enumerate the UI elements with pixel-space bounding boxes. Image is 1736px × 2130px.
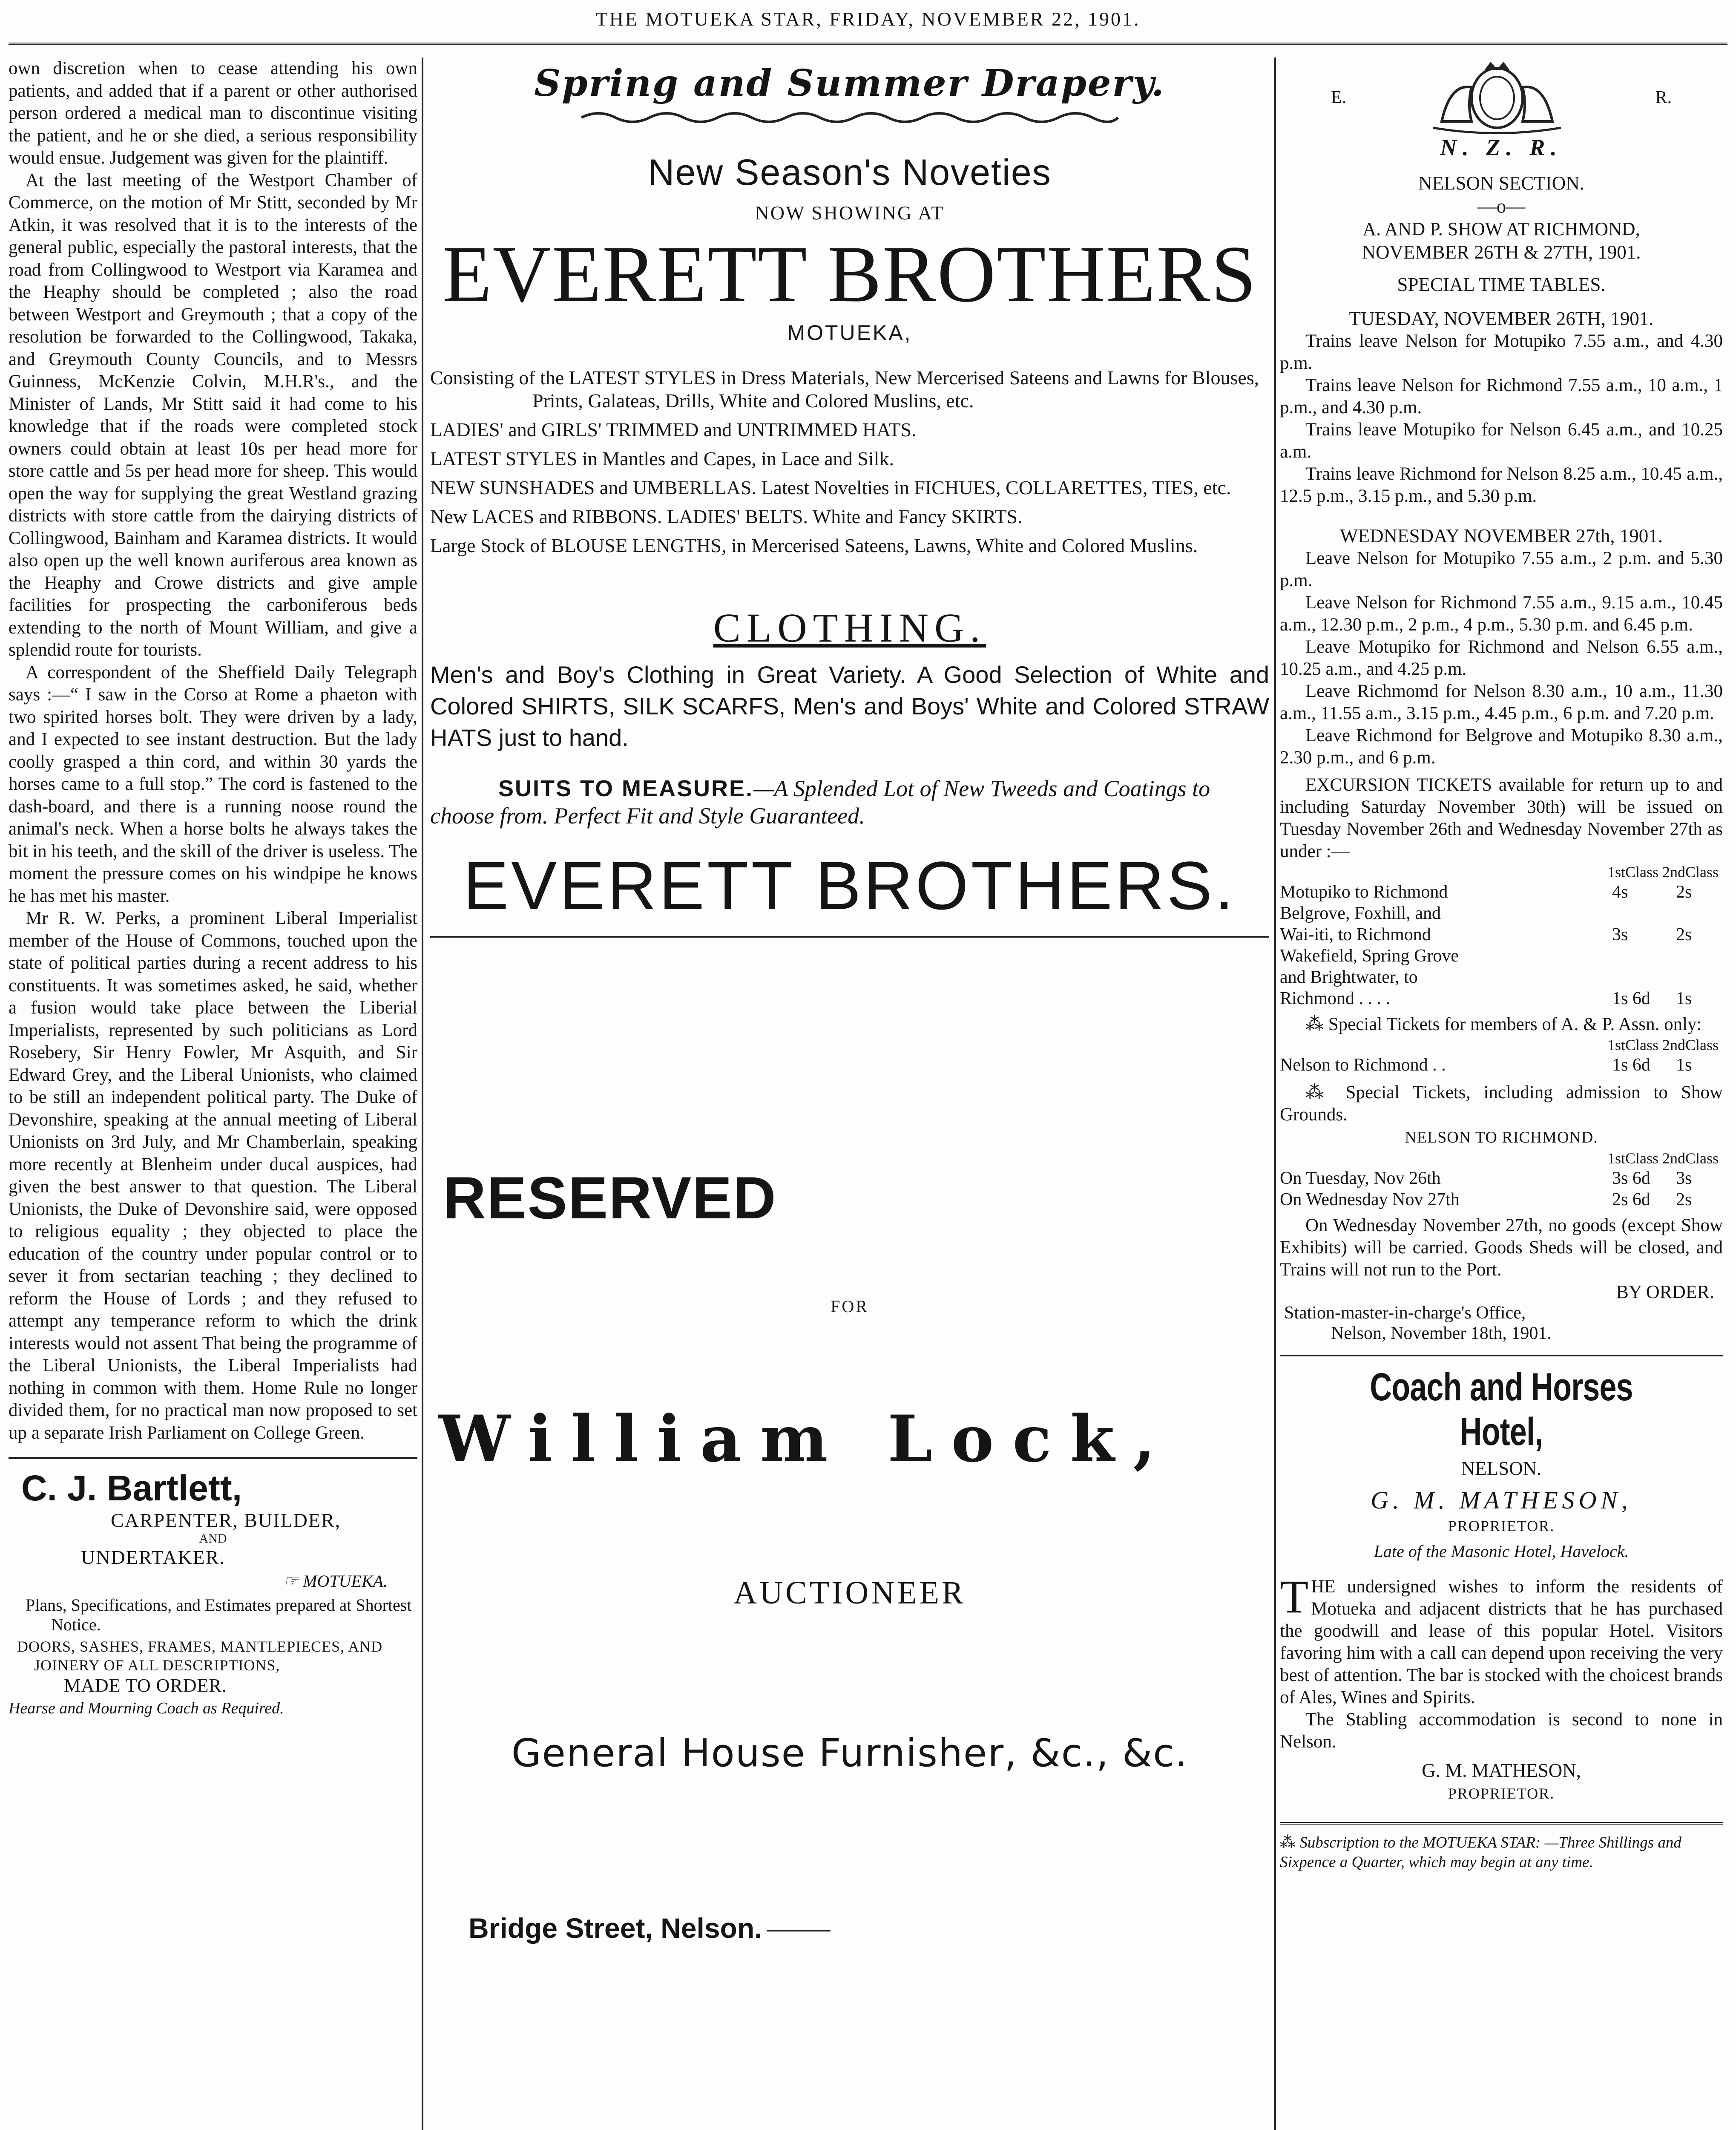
middle-column bbox=[430, 58, 1269, 2130]
fare-route: On Wednesday Nov 27th bbox=[1280, 1190, 1460, 1209]
fare-row bbox=[1280, 967, 1723, 988]
article-paragraph: Mr R. W. Perks, a prominent Liberal Imperialist member of the House of Commons, touched upon the state of political parties during a recent address to his constituents. It was sometimes asked, he said, whether a fusion would take place between the Liberial Imperialists, represented by such politicians as Lord Rosebery, Sir Henry Fowler, Mr Asquith, and Sir Edward Grey, and the Liberal Unionists, who claimed to be still an independent political party. The Duke of Devonshire, speaking at the annual meeting of Liberal Unionists on 3rd July, and Mr Chamberlain, speaking more recently at Blenheim under ducal auspices, had given the best answer to that question. The Liberal Unionists, the Duke of Devonshire said, were opposed to religious equality ; they objected to place the education of the country under popular control or to sever it from sectarian teaching ; they declined to reform the House of Lords ; and they refused to attempt any temperance reform to which the drink interests would not assent That being the programme of the Liberal Unionists, the Liberal Imperialists had nothing in common with them. Home Rule no longer divided them, for no practical man now proposed to set up a separate Irish Parliament on College Green. bbox=[9, 908, 417, 1443]
town-name: MOTUEKA, bbox=[787, 321, 912, 345]
address-line bbox=[468, 1912, 1269, 1944]
masthead: THE MOTUEKA STAR, FRIDAY, NOVEMBER 22, 1901. bbox=[595, 8, 1141, 30]
fare-first: 2s 6d bbox=[1612, 1190, 1650, 1209]
fare-second: 2s bbox=[1676, 925, 1692, 944]
stock-line: Large Stock of BLOUSE LENGTHS, in Mercerised Sateens, Lawns, White and Colored Muslins. bbox=[430, 535, 1198, 556]
fare-second bbox=[1676, 967, 1723, 988]
advert-divider bbox=[1280, 1355, 1723, 1356]
news-article bbox=[9, 58, 417, 1444]
pointing-hand-icon: ☞ bbox=[283, 1572, 303, 1591]
fare-second bbox=[1676, 945, 1723, 967]
fare-second: 2s bbox=[1676, 882, 1692, 902]
wednesday-heading: WEDNESDAY NOVEMBER 27th, 1901. bbox=[1340, 525, 1663, 547]
goods-notice: On Wednesday November 27th, no goods (except Show Exhibits) will be carried. Goods Sheds will be closed, and Trains will not run to the Port. bbox=[1280, 1215, 1723, 1280]
fare-route: Belgrove, Foxhill, and bbox=[1280, 904, 1441, 923]
address-rule bbox=[767, 1930, 831, 1931]
showing-line: NOW SHOWING AT bbox=[755, 202, 945, 224]
column-rule bbox=[422, 58, 423, 2130]
stock-line: LADIES' and GIRLS' TRIMMED and UNTRIMMED HATS. bbox=[430, 419, 917, 440]
subscription-note: ⁂ Subscription to the MOTUEKA STAR: —Three Shillings and Sixpence a Quarter, which may begin at any time. bbox=[1280, 1834, 1681, 1871]
hotel-text: HE undersigned wishes to inform the residents of Motueka and adjacent districts that he has purchased the goodwill and lease of this popular Hotel. Visitors favoring him with a call can depend upon receiving the very best of attention. The bar is stocked with the choicest brands of Ales, Wines and Spirits. bbox=[1280, 1577, 1723, 1707]
fare-route: Nelson to Richmond . . bbox=[1280, 1055, 1446, 1075]
train-entry: Trains leave Nelson for Richmond 7.55 a.m., 10 a.m., 1 p.m., and 4.30 p.m. bbox=[1280, 375, 1723, 417]
suits-rest: —A Splended Lot of New Tweeds and Coatings to choose from. Perfect Fit and Style Guaranteed. bbox=[430, 776, 1210, 829]
fare-route: Wakefield, Spring Grove bbox=[1280, 946, 1459, 966]
fare-route: and Brightwater, to bbox=[1280, 967, 1418, 987]
fare-route: On Tuesday, Nov 26th bbox=[1280, 1169, 1441, 1188]
fare-row bbox=[1280, 1189, 1723, 1210]
fare-first bbox=[1612, 967, 1676, 988]
station-office: Station-master-in-charge's Office, bbox=[1284, 1303, 1526, 1323]
fare-route: Richmond . . . . bbox=[1280, 989, 1390, 1008]
advert-divider bbox=[1280, 1822, 1723, 1825]
class-header: 1stClass 2ndClass bbox=[1607, 1150, 1719, 1167]
nelson-to-richmond: NELSON TO RICHMOND. bbox=[1405, 1128, 1598, 1146]
clothing-text: Men's and Boy's Clothing in Great Variety. A Good Selection of White and Colored SHIRTS, SILK SCARFS, Men's and Boys' White and Colored STRAW HATS just to hand. bbox=[430, 661, 1269, 751]
train-entry: Leave Motupiko for Richmond and Nelson 6.55 a.m., 10.25 a.m., and 4.25 p.m. bbox=[1280, 637, 1723, 679]
fare-row bbox=[1280, 945, 1723, 967]
left-column bbox=[9, 58, 417, 2130]
train-entry: Trains leave Motupiko for Nelson 6.45 a.m., and 10.25 a.m. bbox=[1280, 420, 1723, 462]
lock-name: William Lock, bbox=[439, 1402, 1174, 1477]
novelties-heading: New Season's Noveties bbox=[648, 152, 1052, 193]
hotel-name: Coach and Horses Hotel, bbox=[1370, 1365, 1633, 1454]
reserved-heading: RESERVED bbox=[443, 1164, 777, 1231]
late-of-line: Late of the Masonic Hotel, Havelock. bbox=[1374, 1542, 1629, 1561]
fare-route: Wai-iti, to Richmond bbox=[1280, 925, 1431, 944]
by-order: BY ORDER. bbox=[1616, 1281, 1714, 1302]
hotel-notice bbox=[1280, 1576, 1723, 1709]
fare-first: 1s 6d bbox=[1612, 989, 1650, 1008]
fare-first bbox=[1612, 945, 1676, 967]
place-name: MOTUEKA. bbox=[303, 1572, 388, 1591]
train-entry: Leave Nelson for Motupiko 7.55 a.m., 2 p.m. and 5.30 p.m. bbox=[1280, 548, 1723, 590]
fare-first bbox=[1612, 903, 1676, 924]
and-word: AND bbox=[199, 1531, 227, 1546]
train-entry: Leave Richmond for Belgrove and Motupiko 8.30 a.m., 2.30 p.m., and 6 p.m. bbox=[1280, 725, 1723, 768]
train-entry: Leave Richmomd for Nelson 8.30 a.m., 10 a.m., 11.30 a.m., 11.55 a.m., 3.15 p.m., 4.45 p.m., 6 p.m. and 7.20 p.m. bbox=[1280, 681, 1723, 723]
trade-line: CARPENTER, BUILDER, bbox=[111, 1509, 341, 1531]
plans-line: Plans, Specifications, and Estimates prepared at Shortest Notice. bbox=[26, 1595, 412, 1634]
auctioneer-title: AUCTIONEER bbox=[733, 1575, 966, 1611]
stock-line: LATEST STYLES in Mantles and Capes, in Lace and Silk. bbox=[430, 448, 894, 469]
fare-row bbox=[1280, 1168, 1723, 1189]
fare-first: 3s 6d bbox=[1612, 1169, 1650, 1188]
article-paragraph: own discretion when to cease attending his own patients, and added that if a parent or other authorised person ordered a medical man to discontinue visiting the patient, and he or she died, a serious responsibility would ensue. Judgement was given for the plaintiff. bbox=[9, 58, 417, 168]
trade-line: UNDERTAKER. bbox=[81, 1546, 225, 1568]
station-date: Nelson, November 18th, 1901. bbox=[1331, 1324, 1552, 1343]
fare-table bbox=[1280, 881, 1723, 1009]
signature-name: G. M. MATHESON, bbox=[1422, 1760, 1581, 1781]
made-to-order: MADE TO ORDER. bbox=[64, 1675, 227, 1696]
fare-row bbox=[1280, 1054, 1723, 1076]
drapery-heading: Spring and Summer Drapery. bbox=[534, 62, 1165, 105]
stock-line: New LACES and RIBBONS. LADIES' BELTS. White and Fancy SKIRTS. bbox=[430, 506, 1023, 527]
stabling-text: The Stabling accommodation is second to none in Nelson. bbox=[1280, 1710, 1723, 1752]
fare-first: 1s 6d bbox=[1612, 1055, 1650, 1075]
advertiser-name: C. J. Bartlett, bbox=[21, 1468, 242, 1508]
tuesday-heading: TUESDAY, NOVEMBER 26TH, 1901. bbox=[1349, 308, 1654, 329]
fare-row bbox=[1280, 924, 1723, 945]
fare-second bbox=[1676, 903, 1723, 924]
crest-letter-r: R. bbox=[1655, 88, 1672, 107]
section-heading: NELSON SECTION. bbox=[1418, 173, 1584, 194]
train-entry: Leave Nelson for Richmond 7.55 a.m., 9.15 a.m., 10.45 a.m., 12.30 p.m., 2 p.m., 4 p.m., 5.30 p.m. and 6.45 p.m. bbox=[1280, 593, 1723, 635]
fare-second: 2s bbox=[1676, 1190, 1692, 1209]
royal-crest-icon bbox=[1403, 58, 1591, 134]
stock-line: NEW SUNSHADES and UMBERLLAS. Latest Novelties in FICHUES, COLLARETTES, TIES, etc. bbox=[430, 477, 1231, 498]
place-line bbox=[9, 1571, 417, 1591]
show-heading: A. AND P. SHOW AT RICHMOND, bbox=[1362, 219, 1640, 239]
fare-row bbox=[1280, 881, 1723, 903]
furnisher-line: General House Furnisher, &c., &c. bbox=[511, 1731, 1188, 1776]
firm-name-repeat: EVERETT BROTHERS. bbox=[463, 847, 1236, 924]
column-rule bbox=[1274, 58, 1276, 2130]
article-paragraph: At the last meeting of the Westport Chamber of Commerce, on the motion of Mr Stitt, seconded by Mr Atkin, it was resolved that it is to the interests of the general public, especially the pastoral interests, that the road from Collingwood to Westport via Karamea and the Heaphy should be completed ; also the road between Westport and Greymouth ; that a copy of the resolution be forwarded to the Collingwood, Takaka, and Greymouth County Councils, and to Messrs Guinness, McKenzie Colvin, M.H.R's., and the Minister of Lands, Mr Stitt said it had come to his knowledge that if the roads were completed stock owners could obtain at least 10s per head more for store cattle and 5s per head more for sheep. This would open the way for supplying the great Westland grazing districts with store cattle from the dairying districts of Collingwood, Bainham and Karamea districts. It would also open up the well known auriferous area known as the Heaphy and Crowe districts and give ample facilities for prospecting the carboniferous beds extending to the north of Mount William, and give a splendid route for tourists. bbox=[9, 170, 417, 660]
firm-name: EVERETT BROTHERS bbox=[442, 230, 1257, 319]
suits-lead: SUITS TO MEASURE. bbox=[498, 776, 754, 801]
fare-first: 4s bbox=[1612, 882, 1628, 902]
fare-second: 1s bbox=[1676, 1055, 1692, 1075]
article-paragraph: A correspondent of the Sheffield Daily Telegraph says :—“ I saw in the Corso at Rome a phaeton with two spirited horses bolt. They were driven by a lady, and I expected to see instant destruction. But the lady coolly grasped a thin cord, and within 30 yards the horses came to a full stop.” The cord is fastened to the dash-board, and there is a running noose round the animal's neck. When a horse bolts he always takes the bit in his teeth, and the skill of the driver is useless. The moment the pressure comes on his windpipe he knows he has met his master. bbox=[9, 662, 417, 906]
excursion-text: EXCURSION TICKETS available for return up to and including Saturday November 30th) will be issued on Tuesday November 26th and Wednesday November 27th as under :— bbox=[1280, 775, 1723, 861]
drop-cap: T bbox=[1280, 1576, 1309, 1623]
hotel-town: NELSON. bbox=[1461, 1458, 1542, 1479]
ornamental-rule-icon bbox=[573, 109, 1127, 126]
proprietor-title: PROPRIETOR. bbox=[1448, 1517, 1555, 1534]
bartlett-advert bbox=[9, 1457, 417, 1718]
timetable-heading: SPECIAL TIME TABLES. bbox=[1397, 274, 1606, 295]
proprietor-name: G. M. MATHESON, bbox=[1371, 1486, 1632, 1514]
class-header: 1stClass 2ndClass bbox=[1607, 864, 1719, 881]
hearse-line: Hearse and Mourning Coach as Required. bbox=[9, 1699, 284, 1717]
members-note: ⁂ Special Tickets for members of A. & P. Assn. only: bbox=[1305, 1014, 1702, 1034]
class-header: 1stClass 2ndClass bbox=[1607, 1036, 1719, 1053]
address-text: Bridge Street, Nelson. bbox=[468, 1912, 762, 1944]
fare-row bbox=[1280, 903, 1723, 924]
royal-crest-row bbox=[1280, 58, 1723, 134]
dash-ornament: —o— bbox=[1477, 196, 1526, 217]
signature-title: PROPRIETOR. bbox=[1448, 1785, 1555, 1802]
for-word: FOR bbox=[831, 1297, 869, 1316]
fare-first: 3s bbox=[1612, 925, 1628, 944]
advert-divider bbox=[430, 936, 1269, 938]
fare-second: 1s bbox=[1676, 989, 1692, 1008]
crest-letter-e: E. bbox=[1331, 88, 1347, 107]
train-entry: Trains leave Richmond for Nelson 8.25 a.m., 10.45 a.m., 12.5 p.m., 3.15 p.m., and 5.30 p.m. bbox=[1280, 464, 1723, 506]
admission-fare-table bbox=[1280, 1168, 1723, 1210]
right-column bbox=[1280, 58, 1723, 2130]
fare-second: 3s bbox=[1676, 1169, 1692, 1188]
stock-line: Consisting of the LATEST STYLES in Dress Materials, New Mercerised Sateens and Lawns for Blouses, Prints, Galateas, Drills, White and Colored Muslins, etc. bbox=[430, 367, 1259, 412]
clothing-heading: CLOTHING. bbox=[713, 605, 986, 651]
doors-line: DOORS, SASHES, FRAMES, MANTLEPIECES, AND JOINERY OF ALL DESCRIPTIONS, bbox=[17, 1638, 383, 1674]
fare-row bbox=[1280, 988, 1723, 1009]
train-entry: Trains leave Nelson for Motupiko 7.55 a.m., and 4.30 p.m. bbox=[1280, 331, 1723, 373]
masthead-rule bbox=[9, 43, 1727, 45]
suits-line bbox=[430, 775, 1269, 829]
nzr-heading: N. Z. R. bbox=[1440, 135, 1563, 160]
stock-list bbox=[430, 366, 1269, 557]
admission-note: ⁂ Special Tickets, including admission to Show Grounds. bbox=[1280, 1082, 1723, 1125]
fare-route: Motupiko to Richmond bbox=[1280, 882, 1448, 902]
show-dates: NOVEMBER 26TH & 27TH, 1901. bbox=[1362, 242, 1641, 263]
